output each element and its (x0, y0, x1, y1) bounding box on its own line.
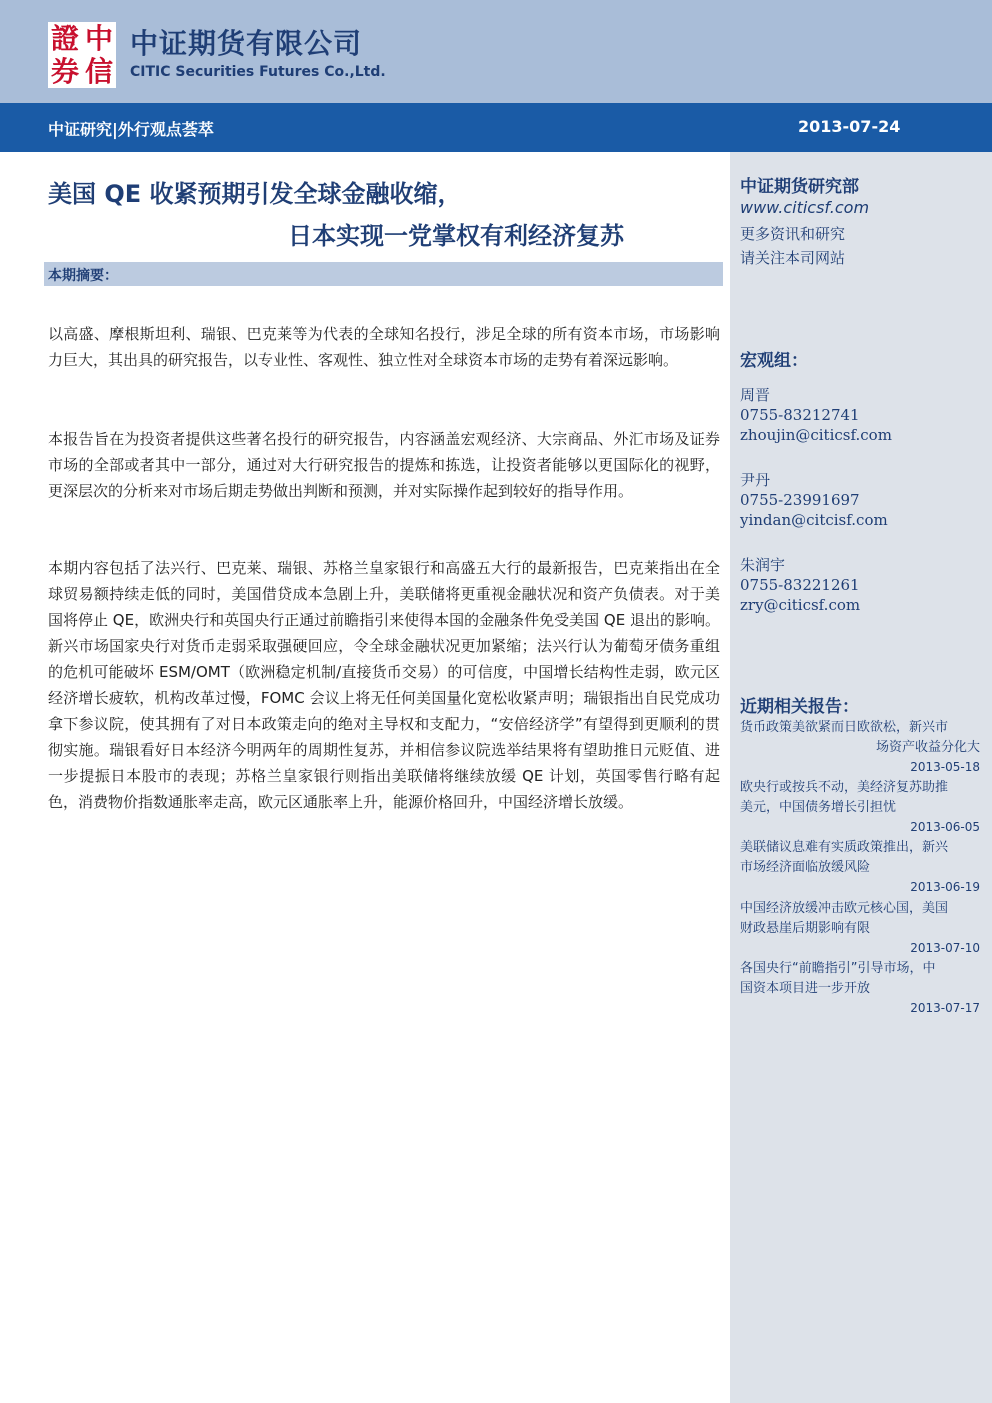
report-date: 2013-07-17 (910, 1001, 980, 1015)
report-title-line1: 美国 QE 收紧预期引发全球金融收缩， (48, 180, 462, 208)
analyst-name: 朱润宇 (740, 556, 786, 574)
report-title: 中国经济放缓冲击欧元核心国，美国 (740, 901, 949, 916)
company-name-en: CITIC Securities Futures Co.,Ltd. (130, 64, 386, 80)
report-title: 场资产收益分化大 (875, 740, 980, 755)
report-date: 2013-06-19 (910, 880, 980, 894)
report-title: 美元，中国债务增长引担忧 (740, 800, 897, 815)
analyst-card (740, 385, 980, 445)
report-title: 财政悬崖后期影响有限 (740, 921, 871, 936)
report-title-line2: 日本实现一党掌权有利经济复苏 (288, 222, 624, 250)
analyst-name: 尹丹 (740, 471, 771, 489)
analyst-card (740, 555, 980, 615)
logo-char: 中 (84, 22, 113, 55)
body-paragraph: 本期内容包括了法兴行、巴克莱、瑞银、苏格兰皇家银行和高盛五大行的最新报告，巴克莱指出在全球贸易额持续走低的同时，美国借贷成本急剧上升，美联储将更重视金融状况和资产负债表。对于美国将停止 QE，欧洲央行和英国央行正通过前瞻指引来使得本国的金融条件免受美国 QE 退出的影响。新兴市场国家央行对货币走弱采取强硬回应，令全球金融状况更加紧缩；法兴行认为葡萄牙债务重组的危机可能破坏 ESM/OMT（欧洲稳定机制/直接货币交易）的可信度，中国增长结构性走弱，欧元区经济增长疲软，机构改革过慢，FOMC 会议上将无任何美国量化宽松收紧声明；瑞银指出自民党成功拿下参议院，使其拥有了对日本政策走向的绝对主导权和支配力，“安倍经济学”有望得到更顺利的贯彻实施。瑞银看好日本经济今明两年的周期性复苏，并相信参议院选举结果将有望助推日元贬值、进一步提振日本股市的表现；苏格兰皇家银行则指出美联储将继续放缓 QE 计划，英国零售行略有起色，消费物价指数通胀率走高，欧元区通胀率上升，能源价格回升，中国经济增长放缓。 (48, 559, 720, 811)
summary-label: 本期摘要： (48, 268, 118, 284)
report-title: 国资本项目进一步开放 (740, 981, 871, 996)
sidebar-note: 请关注本司网站 (740, 249, 846, 267)
analyst-email[interactable]: yindan@citcisf.com (740, 511, 888, 529)
analyst-phone: 0755-83212741 (740, 406, 860, 424)
company-name-cn: 中证期货有限公司 (130, 27, 363, 60)
website-link[interactable]: www.citicsf.com (740, 198, 870, 217)
report-title: 欧央行或按兵不动，美经济复苏助推 (740, 780, 949, 795)
analyst-phone: 0755-83221261 (740, 576, 860, 594)
analyst-phone: 0755-23991697 (740, 491, 860, 509)
body-paragraph: 本报告旨在为投资者提供这些著名投行的研究报告，内容涵盖宏观经济、大宗商品、外汇市场及证券市场的全部或者其中一部分，通过对大行研究报告的提炼和拣选，让投资者能够以更国际化的视野，更深层次的分析来对市场后期走势做出判断和预测，并对实际操作起到较好的指导作用。 (48, 430, 720, 500)
macro-group-title: 宏观组： (740, 351, 808, 371)
summary-bar (44, 262, 723, 286)
report-item[interactable] (740, 959, 980, 1017)
logo-char: 信 (84, 55, 113, 88)
citic-logo (48, 22, 116, 88)
analyst-email[interactable]: zry@citicsf.com (740, 596, 861, 614)
logo-char: 券 (50, 55, 79, 88)
report-item[interactable] (740, 718, 980, 776)
report-item[interactable] (740, 778, 980, 836)
report-item[interactable] (740, 838, 980, 896)
body-paragraph: 以高盛、摩根斯坦利、瑞银、巴克莱等为代表的全球知名投行，涉足全球的所有资本市场，市场影响力巨大，其出具的研究报告，以专业性、客观性、独立性对全球资本市场的走势有着深远影响。 (48, 325, 720, 369)
report-date: 2013-05-18 (910, 760, 980, 774)
analyst-card (740, 470, 980, 530)
logo-char: 證 (50, 22, 79, 55)
research-dept: 中证期货研究部 (740, 177, 859, 197)
report-title: 货币政策美欲紧而日欧欲松，新兴市 (740, 720, 949, 735)
report-title: 美联储议息难有实质政策推出，新兴 (740, 840, 949, 855)
analyst-email[interactable]: zhoujin@citicsf.com (740, 426, 892, 444)
sidebar-note: 更多资讯和研究 (740, 225, 846, 243)
report-date: 2013-06-05 (910, 820, 980, 834)
report-date: 2013-07-10 (910, 941, 980, 955)
report-title: 市场经济面临放缓风险 (740, 860, 871, 875)
recent-reports-title: 近期相关报告： (740, 697, 859, 717)
report-date: 2013-07-24 (798, 117, 901, 136)
section-title: 中证研究|外行观点荟萃 (48, 120, 214, 139)
analyst-name: 周晋 (740, 386, 771, 404)
report-item[interactable] (740, 899, 980, 957)
report-title: 各国央行“前瞻指引”引导市场，中 (740, 961, 936, 976)
